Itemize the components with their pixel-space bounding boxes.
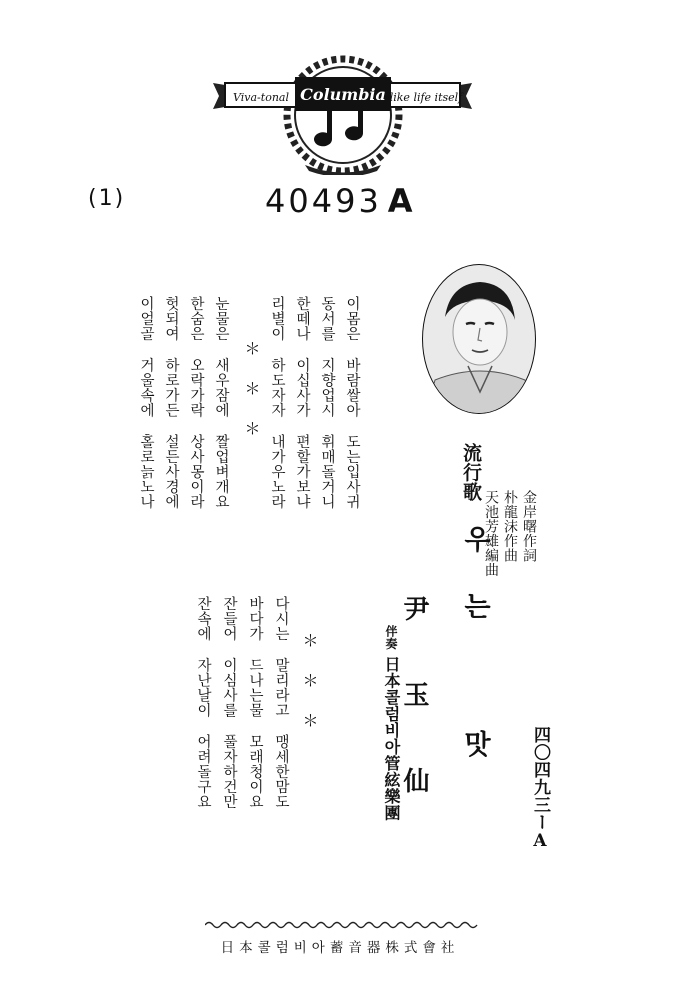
banner-left-text: Viva-tonal [233,91,289,104]
lyric-line: 헛되여 하로가든 설든사경에 [163,296,179,509]
lyric-line: 바다가 드나는물 모래청이요 [247,596,263,809]
banner-right-text: like life itself [389,91,463,104]
composer-credit: 朴龍沫作曲 [502,490,518,563]
singer-name: 尹玉仙 [399,595,429,853]
lyricist-credit: 金岸曙作詞 [521,490,537,563]
brand-name: Columbia [300,85,386,104]
verse-separator: ＊ ＊ ＊ [242,340,261,440]
lyric-line: 눈물은 새우잠에 짤업벼개요 [213,296,229,509]
lyric-line: 리별이 하도자자 내가우노라 [269,296,285,509]
lyric-line: 동서를 지향업시 휘매돌거니 [319,296,335,509]
page-marker: (1) [88,186,126,211]
lyric-line: 한떼나 이십사가 편할가보냐 [294,296,310,509]
record-number-digits: 40493 [265,182,382,220]
record-number [265,182,416,220]
columbia-logo [205,25,480,175]
accompaniment-label: 伴奏 [384,625,398,650]
accompaniment-name: 日本콜럼비아管絃樂團 [382,656,401,821]
record-side-letter: A [387,182,416,220]
lyric-line: 이얼골 거울속에 홀로늙노나 [138,296,154,509]
footer-divider [205,918,480,932]
lyric-line: 잔들어 이심사를 풀자하건만 [221,596,237,809]
accompaniment-credit [380,625,403,821]
song-title: 우는 맛 [459,525,490,797]
singer-portrait [420,262,538,417]
side-number: 四〇四九三ーA [530,726,550,852]
lyric-line: 다시는 말리라고 맹세한맘도 [273,596,289,809]
company-name: 日本콜럼비아蓄音器株式會社 [220,940,460,956]
verse-separator: ＊ ＊ ＊ [300,632,319,732]
genre-label: 流行歌 [460,443,482,502]
arranger-credit: 天池芳雄編曲 [483,490,499,577]
lyric-line: 이몸은 바람쌀아 도는입사귀 [344,296,360,509]
laurel-wreath-icon [287,59,399,175]
lyric-line: 잔속에 자난날이 어려돌구요 [195,596,211,809]
lyric-line: 한숨은 오락가락 상사몽이라 [188,296,204,509]
